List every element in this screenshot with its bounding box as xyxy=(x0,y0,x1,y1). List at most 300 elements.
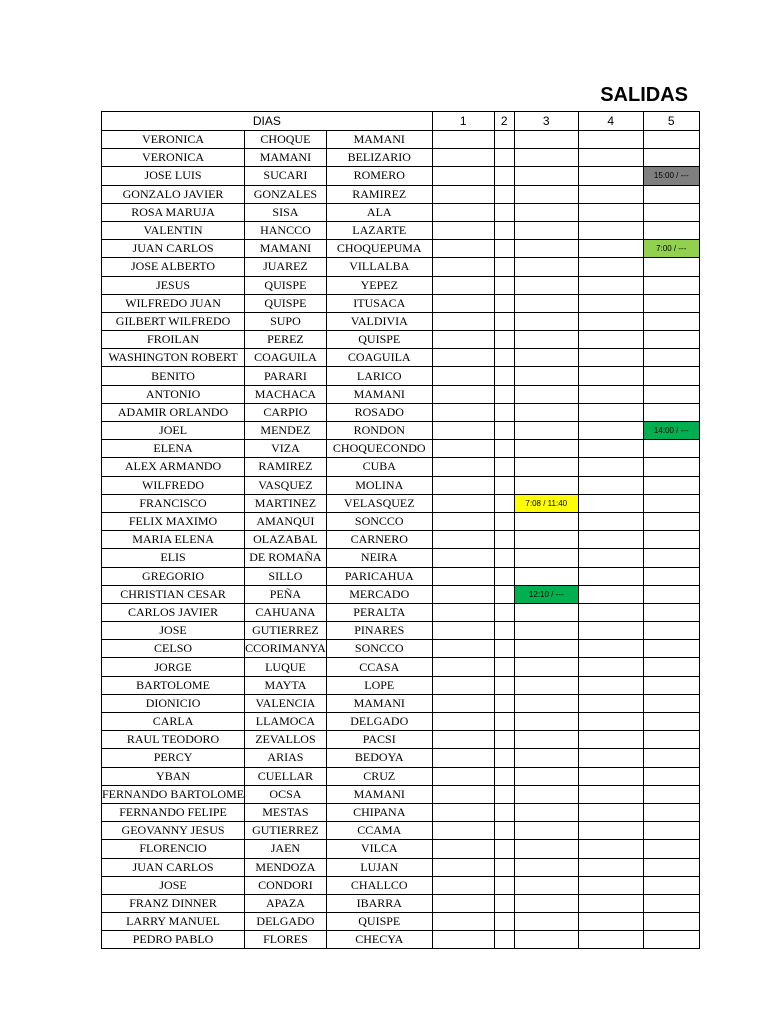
last-name-1-cell[interactable] xyxy=(245,622,327,640)
first-name-cell[interactable] xyxy=(102,240,245,258)
day-3-cell[interactable] xyxy=(514,294,578,312)
day-2-cell[interactable] xyxy=(494,876,514,894)
day-1-cell[interactable] xyxy=(432,713,494,731)
day-4-cell[interactable] xyxy=(578,822,643,840)
day-3-cell[interactable] xyxy=(514,858,578,876)
first-name-cell[interactable] xyxy=(102,876,245,894)
day-3-cell[interactable] xyxy=(514,221,578,239)
day-4-cell[interactable] xyxy=(578,185,643,203)
last-name-1-cell[interactable] xyxy=(245,731,327,749)
first-name-cell[interactable] xyxy=(102,476,245,494)
last-name-2-cell[interactable] xyxy=(326,731,432,749)
day-4-cell[interactable] xyxy=(578,858,643,876)
day-3-cell[interactable] xyxy=(514,658,578,676)
last-name-1-cell[interactable] xyxy=(245,458,327,476)
day-5-cell[interactable] xyxy=(643,913,699,931)
day-2-cell[interactable] xyxy=(494,622,514,640)
day-3-cell[interactable] xyxy=(514,822,578,840)
day-4-cell[interactable] xyxy=(578,585,643,603)
day-3-cell[interactable] xyxy=(514,240,578,258)
day-2-cell[interactable] xyxy=(494,167,514,185)
day-4-cell[interactable] xyxy=(578,331,643,349)
day-4-cell[interactable] xyxy=(578,767,643,785)
first-name-cell[interactable] xyxy=(102,422,245,440)
day-1-cell[interactable] xyxy=(432,931,494,949)
day-3-cell[interactable] xyxy=(514,931,578,949)
last-name-2-cell[interactable] xyxy=(326,767,432,785)
day-3-cell[interactable] xyxy=(514,185,578,203)
day-5-cell[interactable] xyxy=(643,167,699,185)
last-name-2-cell[interactable] xyxy=(326,131,432,149)
last-name-1-cell[interactable] xyxy=(245,221,327,239)
day-3-cell[interactable] xyxy=(514,622,578,640)
last-name-1-cell[interactable] xyxy=(245,258,327,276)
day-2-cell[interactable] xyxy=(494,422,514,440)
day-2-cell[interactable] xyxy=(494,676,514,694)
last-name-1-cell[interactable] xyxy=(245,713,327,731)
day-1-cell[interactable] xyxy=(432,876,494,894)
last-name-2-cell[interactable] xyxy=(326,858,432,876)
last-name-1-cell[interactable] xyxy=(245,749,327,767)
day-1-cell[interactable] xyxy=(432,349,494,367)
day-5-cell[interactable] xyxy=(643,240,699,258)
day-5-cell[interactable] xyxy=(643,367,699,385)
day-3-cell[interactable] xyxy=(514,203,578,221)
last-name-2-cell[interactable] xyxy=(326,931,432,949)
day-5-cell[interactable] xyxy=(643,785,699,803)
day-5-cell[interactable] xyxy=(643,349,699,367)
last-name-2-cell[interactable] xyxy=(326,676,432,694)
day-3-cell[interactable] xyxy=(514,713,578,731)
day-1-cell[interactable] xyxy=(432,367,494,385)
last-name-2-cell[interactable] xyxy=(326,494,432,512)
day-1-cell[interactable] xyxy=(432,131,494,149)
day-2-cell[interactable] xyxy=(494,931,514,949)
last-name-1-cell[interactable] xyxy=(245,203,327,221)
day-5-cell[interactable] xyxy=(643,331,699,349)
first-name-cell[interactable] xyxy=(102,258,245,276)
day-1-cell[interactable] xyxy=(432,240,494,258)
day-2-cell[interactable] xyxy=(494,331,514,349)
last-name-2-cell[interactable] xyxy=(326,567,432,585)
first-name-cell[interactable] xyxy=(102,785,245,803)
day-3-cell[interactable] xyxy=(514,603,578,621)
day-1-cell[interactable] xyxy=(432,694,494,712)
last-name-1-cell[interactable] xyxy=(245,658,327,676)
last-name-1-cell[interactable] xyxy=(245,676,327,694)
last-name-1-cell[interactable] xyxy=(245,767,327,785)
day-5-cell[interactable] xyxy=(643,640,699,658)
last-name-1-cell[interactable] xyxy=(245,149,327,167)
day-5-cell[interactable] xyxy=(643,803,699,821)
first-name-cell[interactable] xyxy=(102,458,245,476)
day-2-cell[interactable] xyxy=(494,694,514,712)
last-name-1-cell[interactable] xyxy=(245,476,327,494)
last-name-2-cell[interactable] xyxy=(326,422,432,440)
day-2-cell[interactable] xyxy=(494,549,514,567)
day-1-cell[interactable] xyxy=(432,149,494,167)
day-3-cell[interactable] xyxy=(514,494,578,512)
day-3-cell[interactable] xyxy=(514,840,578,858)
last-name-1-cell[interactable] xyxy=(245,422,327,440)
day-1-cell[interactable] xyxy=(432,731,494,749)
day-1-cell[interactable] xyxy=(432,276,494,294)
last-name-2-cell[interactable] xyxy=(326,713,432,731)
last-name-2-cell[interactable] xyxy=(326,349,432,367)
day-1-cell[interactable] xyxy=(432,549,494,567)
day-3-cell[interactable] xyxy=(514,512,578,530)
first-name-cell[interactable] xyxy=(102,531,245,549)
header-dias[interactable]: DIAS xyxy=(102,112,433,131)
day-4-cell[interactable] xyxy=(578,440,643,458)
first-name-cell[interactable] xyxy=(102,585,245,603)
day-1-cell[interactable] xyxy=(432,167,494,185)
day-3-cell[interactable] xyxy=(514,258,578,276)
last-name-1-cell[interactable] xyxy=(245,494,327,512)
header-day-5[interactable]: 5 xyxy=(643,112,699,131)
last-name-1-cell[interactable] xyxy=(245,294,327,312)
last-name-2-cell[interactable] xyxy=(326,640,432,658)
day-2-cell[interactable] xyxy=(494,803,514,821)
first-name-cell[interactable] xyxy=(102,822,245,840)
day-5-cell[interactable] xyxy=(643,221,699,239)
day-1-cell[interactable] xyxy=(432,312,494,330)
day-3-cell[interactable] xyxy=(514,767,578,785)
day-5-cell[interactable] xyxy=(643,749,699,767)
day-2-cell[interactable] xyxy=(494,149,514,167)
day-1-cell[interactable] xyxy=(432,531,494,549)
first-name-cell[interactable] xyxy=(102,367,245,385)
day-5-cell[interactable] xyxy=(643,458,699,476)
day-4-cell[interactable] xyxy=(578,240,643,258)
last-name-2-cell[interactable] xyxy=(326,840,432,858)
day-2-cell[interactable] xyxy=(494,367,514,385)
first-name-cell[interactable] xyxy=(102,512,245,530)
day-1-cell[interactable] xyxy=(432,767,494,785)
last-name-2-cell[interactable] xyxy=(326,512,432,530)
day-1-cell[interactable] xyxy=(432,512,494,530)
day-4-cell[interactable] xyxy=(578,476,643,494)
day-4-cell[interactable] xyxy=(578,349,643,367)
day-1-cell[interactable] xyxy=(432,840,494,858)
day-5-cell[interactable] xyxy=(643,694,699,712)
day-5-cell[interactable] xyxy=(643,876,699,894)
day-3-cell[interactable] xyxy=(514,567,578,585)
last-name-2-cell[interactable] xyxy=(326,294,432,312)
day-3-cell[interactable] xyxy=(514,749,578,767)
last-name-2-cell[interactable] xyxy=(326,622,432,640)
last-name-2-cell[interactable] xyxy=(326,276,432,294)
first-name-cell[interactable] xyxy=(102,440,245,458)
last-name-2-cell[interactable] xyxy=(326,913,432,931)
last-name-2-cell[interactable] xyxy=(326,221,432,239)
day-4-cell[interactable] xyxy=(578,367,643,385)
day-2-cell[interactable] xyxy=(494,731,514,749)
day-1-cell[interactable] xyxy=(432,622,494,640)
last-name-2-cell[interactable] xyxy=(326,549,432,567)
last-name-2-cell[interactable] xyxy=(326,894,432,912)
last-name-1-cell[interactable] xyxy=(245,913,327,931)
day-4-cell[interactable] xyxy=(578,494,643,512)
day-4-cell[interactable] xyxy=(578,840,643,858)
first-name-cell[interactable] xyxy=(102,913,245,931)
header-day-1[interactable]: 1 xyxy=(432,112,494,131)
first-name-cell[interactable] xyxy=(102,294,245,312)
first-name-cell[interactable] xyxy=(102,403,245,421)
day-4-cell[interactable] xyxy=(578,422,643,440)
header-day-4[interactable]: 4 xyxy=(578,112,643,131)
last-name-1-cell[interactable] xyxy=(245,531,327,549)
first-name-cell[interactable] xyxy=(102,567,245,585)
day-2-cell[interactable] xyxy=(494,476,514,494)
day-5-cell[interactable] xyxy=(643,858,699,876)
day-2-cell[interactable] xyxy=(494,512,514,530)
day-3-cell[interactable] xyxy=(514,894,578,912)
first-name-cell[interactable] xyxy=(102,694,245,712)
day-3-cell[interactable] xyxy=(514,531,578,549)
last-name-1-cell[interactable] xyxy=(245,803,327,821)
first-name-cell[interactable] xyxy=(102,494,245,512)
day-4-cell[interactable] xyxy=(578,294,643,312)
day-2-cell[interactable] xyxy=(494,349,514,367)
first-name-cell[interactable] xyxy=(102,658,245,676)
day-4-cell[interactable] xyxy=(578,640,643,658)
day-1-cell[interactable] xyxy=(432,403,494,421)
day-2-cell[interactable] xyxy=(494,440,514,458)
first-name-cell[interactable] xyxy=(102,858,245,876)
last-name-2-cell[interactable] xyxy=(326,385,432,403)
day-2-cell[interactable] xyxy=(494,603,514,621)
day-5-cell[interactable] xyxy=(643,276,699,294)
day-2-cell[interactable] xyxy=(494,131,514,149)
day-5-cell[interactable] xyxy=(643,931,699,949)
day-2-cell[interactable] xyxy=(494,822,514,840)
header-day-3[interactable]: 3 xyxy=(514,112,578,131)
day-3-cell[interactable] xyxy=(514,331,578,349)
last-name-2-cell[interactable] xyxy=(326,803,432,821)
day-5-cell[interactable] xyxy=(643,840,699,858)
day-1-cell[interactable] xyxy=(432,476,494,494)
day-1-cell[interactable] xyxy=(432,585,494,603)
day-3-cell[interactable] xyxy=(514,349,578,367)
day-1-cell[interactable] xyxy=(432,640,494,658)
day-5-cell[interactable] xyxy=(643,622,699,640)
day-5-cell[interactable] xyxy=(643,185,699,203)
first-name-cell[interactable] xyxy=(102,385,245,403)
first-name-cell[interactable] xyxy=(102,349,245,367)
first-name-cell[interactable] xyxy=(102,749,245,767)
day-3-cell[interactable] xyxy=(514,640,578,658)
last-name-2-cell[interactable] xyxy=(326,258,432,276)
day-1-cell[interactable] xyxy=(432,894,494,912)
day-5-cell[interactable] xyxy=(643,731,699,749)
first-name-cell[interactable] xyxy=(102,185,245,203)
last-name-2-cell[interactable] xyxy=(326,331,432,349)
first-name-cell[interactable] xyxy=(102,676,245,694)
day-3-cell[interactable] xyxy=(514,476,578,494)
last-name-1-cell[interactable] xyxy=(245,694,327,712)
day-3-cell[interactable] xyxy=(514,422,578,440)
day-2-cell[interactable] xyxy=(494,858,514,876)
last-name-2-cell[interactable] xyxy=(326,367,432,385)
last-name-1-cell[interactable] xyxy=(245,131,327,149)
last-name-1-cell[interactable] xyxy=(245,822,327,840)
day-2-cell[interactable] xyxy=(494,221,514,239)
last-name-2-cell[interactable] xyxy=(326,658,432,676)
last-name-2-cell[interactable] xyxy=(326,785,432,803)
last-name-1-cell[interactable] xyxy=(245,367,327,385)
day-2-cell[interactable] xyxy=(494,767,514,785)
last-name-1-cell[interactable] xyxy=(245,567,327,585)
day-4-cell[interactable] xyxy=(578,676,643,694)
day-2-cell[interactable] xyxy=(494,276,514,294)
day-4-cell[interactable] xyxy=(578,276,643,294)
day-5-cell[interactable] xyxy=(643,422,699,440)
day-2-cell[interactable] xyxy=(494,713,514,731)
day-1-cell[interactable] xyxy=(432,458,494,476)
day-2-cell[interactable] xyxy=(494,294,514,312)
day-3-cell[interactable] xyxy=(514,549,578,567)
day-5-cell[interactable] xyxy=(643,385,699,403)
day-4-cell[interactable] xyxy=(578,403,643,421)
last-name-2-cell[interactable] xyxy=(326,167,432,185)
last-name-1-cell[interactable] xyxy=(245,403,327,421)
first-name-cell[interactable] xyxy=(102,331,245,349)
first-name-cell[interactable] xyxy=(102,640,245,658)
last-name-1-cell[interactable] xyxy=(245,385,327,403)
day-3-cell[interactable] xyxy=(514,131,578,149)
day-1-cell[interactable] xyxy=(432,858,494,876)
day-3-cell[interactable] xyxy=(514,312,578,330)
last-name-2-cell[interactable] xyxy=(326,531,432,549)
last-name-1-cell[interactable] xyxy=(245,585,327,603)
day-3-cell[interactable] xyxy=(514,385,578,403)
day-5-cell[interactable] xyxy=(643,713,699,731)
header-day-2[interactable]: 2 xyxy=(494,112,514,131)
day-5-cell[interactable] xyxy=(643,403,699,421)
first-name-cell[interactable] xyxy=(102,803,245,821)
day-2-cell[interactable] xyxy=(494,840,514,858)
day-1-cell[interactable] xyxy=(432,567,494,585)
day-4-cell[interactable] xyxy=(578,913,643,931)
day-4-cell[interactable] xyxy=(578,258,643,276)
day-4-cell[interactable] xyxy=(578,385,643,403)
day-5-cell[interactable] xyxy=(643,440,699,458)
day-1-cell[interactable] xyxy=(432,749,494,767)
day-2-cell[interactable] xyxy=(494,185,514,203)
day-4-cell[interactable] xyxy=(578,567,643,585)
day-2-cell[interactable] xyxy=(494,312,514,330)
day-5-cell[interactable] xyxy=(643,567,699,585)
day-5-cell[interactable] xyxy=(643,149,699,167)
last-name-2-cell[interactable] xyxy=(326,185,432,203)
first-name-cell[interactable] xyxy=(102,603,245,621)
last-name-1-cell[interactable] xyxy=(245,858,327,876)
first-name-cell[interactable] xyxy=(102,840,245,858)
last-name-1-cell[interactable] xyxy=(245,185,327,203)
last-name-1-cell[interactable] xyxy=(245,512,327,530)
last-name-1-cell[interactable] xyxy=(245,876,327,894)
last-name-1-cell[interactable] xyxy=(245,312,327,330)
day-1-cell[interactable] xyxy=(432,913,494,931)
day-4-cell[interactable] xyxy=(578,549,643,567)
day-2-cell[interactable] xyxy=(494,913,514,931)
day-1-cell[interactable] xyxy=(432,422,494,440)
first-name-cell[interactable] xyxy=(102,931,245,949)
day-1-cell[interactable] xyxy=(432,785,494,803)
day-4-cell[interactable] xyxy=(578,221,643,239)
day-2-cell[interactable] xyxy=(494,203,514,221)
day-5-cell[interactable] xyxy=(643,894,699,912)
day-1-cell[interactable] xyxy=(432,294,494,312)
day-1-cell[interactable] xyxy=(432,658,494,676)
first-name-cell[interactable] xyxy=(102,731,245,749)
day-1-cell[interactable] xyxy=(432,185,494,203)
day-1-cell[interactable] xyxy=(432,676,494,694)
day-2-cell[interactable] xyxy=(494,403,514,421)
last-name-2-cell[interactable] xyxy=(326,203,432,221)
day-4-cell[interactable] xyxy=(578,622,643,640)
day-3-cell[interactable] xyxy=(514,367,578,385)
day-2-cell[interactable] xyxy=(494,531,514,549)
first-name-cell[interactable] xyxy=(102,276,245,294)
day-2-cell[interactable] xyxy=(494,640,514,658)
first-name-cell[interactable] xyxy=(102,221,245,239)
day-5-cell[interactable] xyxy=(643,203,699,221)
day-4-cell[interactable] xyxy=(578,531,643,549)
day-1-cell[interactable] xyxy=(432,258,494,276)
first-name-cell[interactable] xyxy=(102,622,245,640)
day-3-cell[interactable] xyxy=(514,676,578,694)
last-name-1-cell[interactable] xyxy=(245,349,327,367)
last-name-1-cell[interactable] xyxy=(245,640,327,658)
last-name-2-cell[interactable] xyxy=(326,240,432,258)
last-name-2-cell[interactable] xyxy=(326,694,432,712)
day-5-cell[interactable] xyxy=(643,512,699,530)
day-1-cell[interactable] xyxy=(432,440,494,458)
last-name-2-cell[interactable] xyxy=(326,403,432,421)
first-name-cell[interactable] xyxy=(102,167,245,185)
last-name-2-cell[interactable] xyxy=(326,440,432,458)
day-5-cell[interactable] xyxy=(643,312,699,330)
day-5-cell[interactable] xyxy=(643,549,699,567)
day-4-cell[interactable] xyxy=(578,785,643,803)
last-name-1-cell[interactable] xyxy=(245,240,327,258)
day-1-cell[interactable] xyxy=(432,494,494,512)
day-5-cell[interactable] xyxy=(643,258,699,276)
day-2-cell[interactable] xyxy=(494,458,514,476)
first-name-cell[interactable] xyxy=(102,131,245,149)
first-name-cell[interactable] xyxy=(102,149,245,167)
day-2-cell[interactable] xyxy=(494,385,514,403)
day-3-cell[interactable] xyxy=(514,440,578,458)
day-1-cell[interactable] xyxy=(432,803,494,821)
day-2-cell[interactable] xyxy=(494,585,514,603)
last-name-1-cell[interactable] xyxy=(245,785,327,803)
last-name-1-cell[interactable] xyxy=(245,549,327,567)
day-5-cell[interactable] xyxy=(643,131,699,149)
day-1-cell[interactable] xyxy=(432,603,494,621)
day-3-cell[interactable] xyxy=(514,458,578,476)
day-4-cell[interactable] xyxy=(578,713,643,731)
day-4-cell[interactable] xyxy=(578,512,643,530)
last-name-1-cell[interactable] xyxy=(245,603,327,621)
day-4-cell[interactable] xyxy=(578,658,643,676)
first-name-cell[interactable] xyxy=(102,713,245,731)
last-name-1-cell[interactable] xyxy=(245,167,327,185)
day-5-cell[interactable] xyxy=(643,603,699,621)
day-4-cell[interactable] xyxy=(578,167,643,185)
